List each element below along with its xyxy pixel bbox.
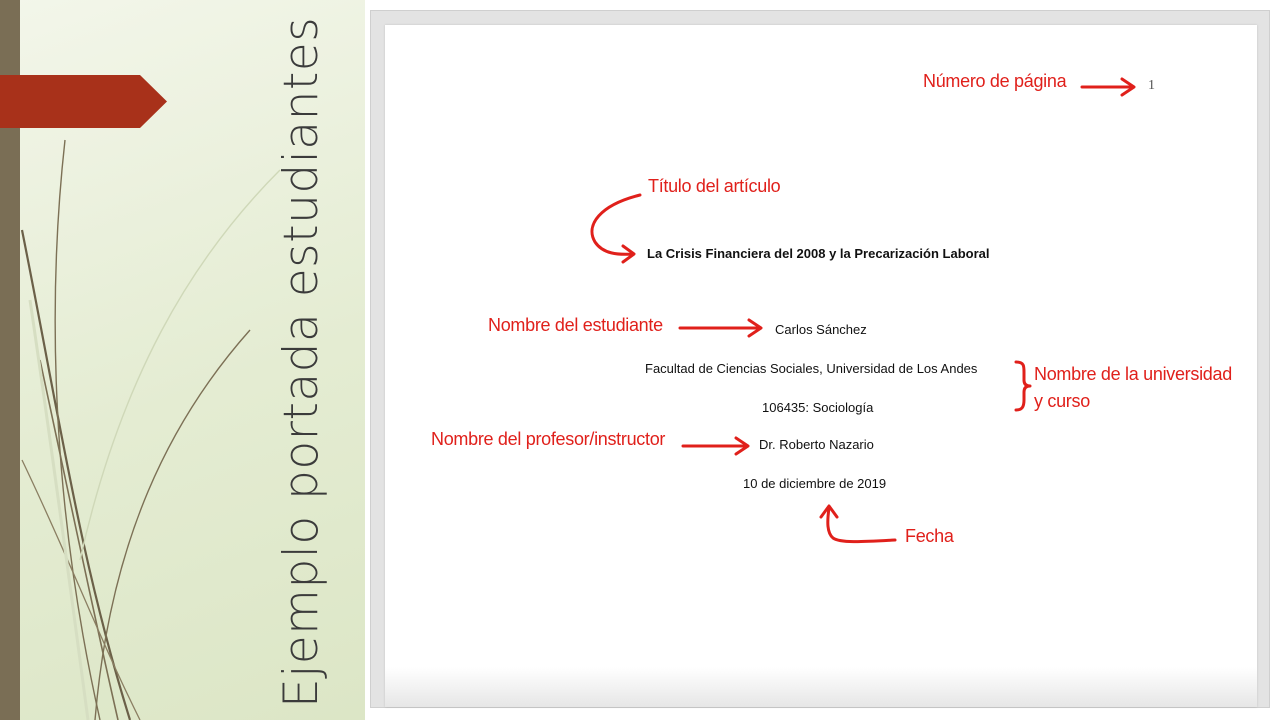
label-article-title: Título del artículo — [648, 176, 781, 196]
page-number: 1 — [1148, 78, 1155, 93]
label-student-name: Nombre del estudiante — [488, 315, 663, 335]
course-name: 106435: Sociología — [762, 400, 874, 415]
slide-title: Ejemplo portada estudiantes — [274, 16, 329, 708]
label-date: Fecha — [905, 526, 954, 546]
university-name: Facultad de Ciencias Sociales, Universidad de Los Andes — [645, 361, 978, 376]
student-name: Carlos Sánchez — [775, 322, 867, 337]
label-professor: Nombre del profesor/instructor — [431, 429, 666, 449]
label-page-number: Número de página — [923, 71, 1067, 91]
label-university-line2: y curso — [1034, 391, 1090, 411]
page-bottom-fade — [385, 667, 1257, 707]
professor-name: Dr. Roberto Nazario — [759, 437, 874, 452]
left-decorative-panel — [0, 0, 365, 720]
label-university-line1: Nombre de la universidad — [1034, 364, 1232, 384]
accent-arrow-tab — [0, 75, 167, 128]
date: 10 de diciembre de 2019 — [743, 476, 887, 491]
article-title: La Crisis Financiera del 2008 y la Precarización Laboral — [647, 246, 990, 261]
